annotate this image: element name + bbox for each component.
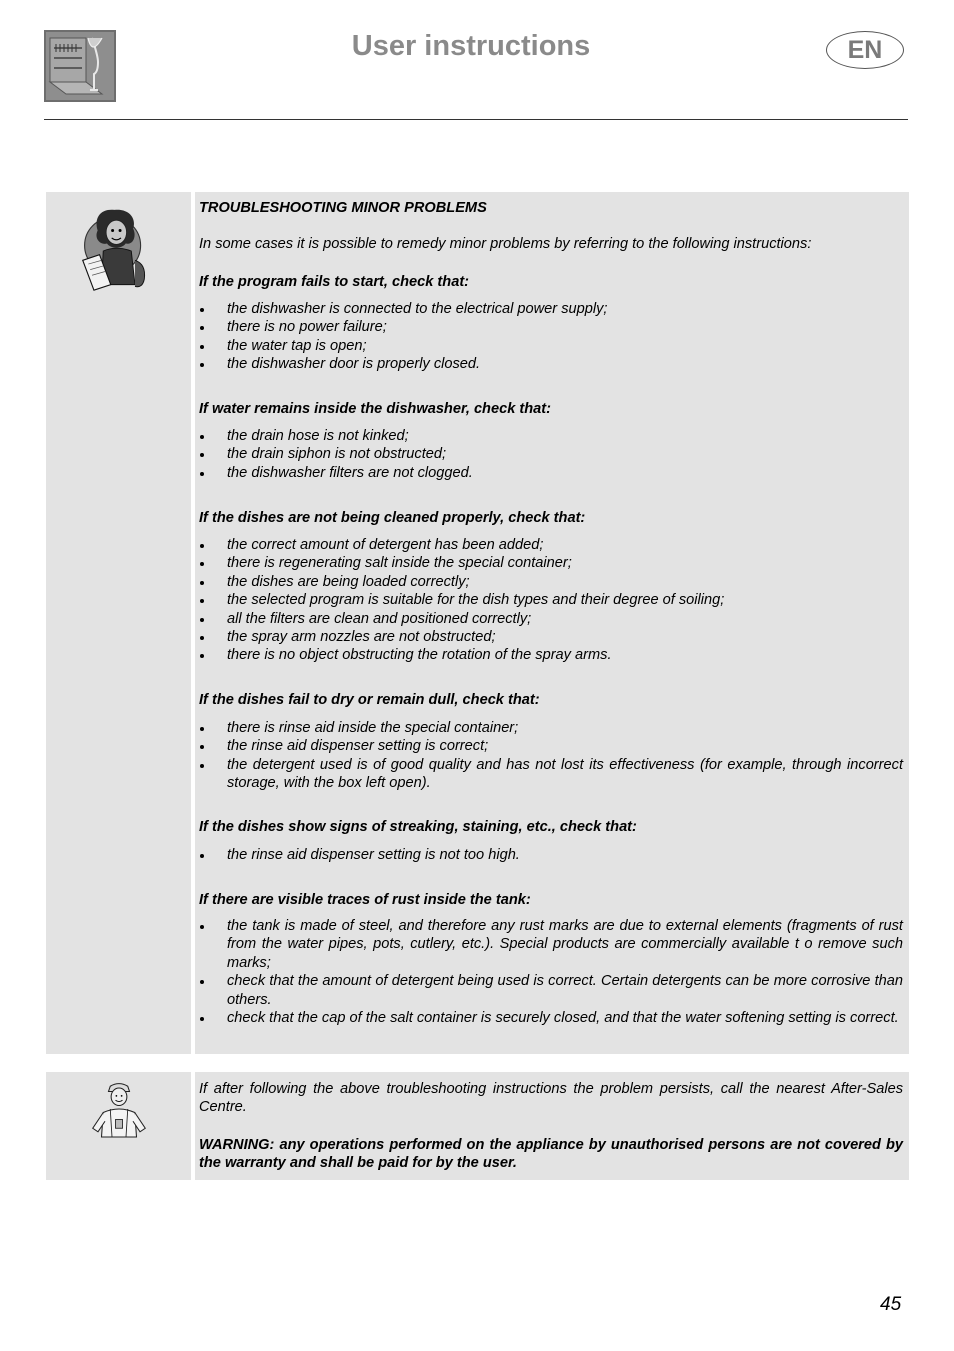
section-list xyxy=(199,719,903,793)
service-sidebar xyxy=(46,1072,191,1180)
page-title: User instructions xyxy=(351,30,591,62)
service-text: If after following the above troubleshooting instructions the problem persists, call the nearest After-Sales Centre. xyxy=(199,1081,903,1116)
troubleshooting-intro: In some cases it is possible to remedy minor problems by referring to the following instructions: xyxy=(199,236,812,252)
section-list xyxy=(199,427,903,482)
section-heading: If the program fails to start, check that: xyxy=(199,274,470,290)
list-item: the rinse aid dispenser setting is correct; xyxy=(199,737,903,755)
list-item: the water tap is open; xyxy=(199,337,903,355)
troubleshooting-sidebar xyxy=(46,192,191,1054)
list-item: there is no power failure; xyxy=(199,318,903,336)
section-heading: If the dishes are not being cleaned properly, check that: xyxy=(199,510,586,526)
warranty-warning: WARNING: any operations performed on the appliance by unauthorised persons are not covered by the warranty and shall be paid for by the user. xyxy=(199,1137,903,1172)
list-item: the drain hose is not kinked; xyxy=(199,427,903,445)
list-item: there is rinse aid inside the special container; xyxy=(199,719,903,737)
list-item: the drain siphon is not obstructed; xyxy=(199,445,903,463)
technician-icon xyxy=(84,1080,154,1152)
header-divider xyxy=(44,119,908,120)
language-badge: EN xyxy=(826,31,904,69)
list-item: the dishwasher filters are not clogged. xyxy=(199,464,903,482)
list-item: check that the amount of detergent being used is correct. Certain detergents can be more corrosive than others. xyxy=(199,972,903,1009)
section-heading: If the dishes fail to dry or remain dull, check that: xyxy=(199,692,540,708)
list-item: all the filters are clean and positioned correctly; xyxy=(199,610,903,628)
list-item: the spray arm nozzles are not obstructed; xyxy=(199,628,903,646)
list-item: the dishwasher door is properly closed. xyxy=(199,355,903,373)
section-heading: If there are visible traces of rust inside the tank: xyxy=(199,892,531,908)
list-item: the selected program is suitable for the dish types and their degree of soiling; xyxy=(199,591,903,609)
section-list xyxy=(199,846,903,864)
woman-reading-manual-icon xyxy=(79,204,163,298)
list-item: the rinse aid dispenser setting is not too high. xyxy=(199,846,903,864)
section-list xyxy=(199,536,903,665)
list-item: the correct amount of detergent has been added; xyxy=(199,536,903,554)
list-item: the tank is made of steel, and therefore any rust marks are due to external elements (fragments of rust from the water pipes, pots, cutlery, etc.). Special products are commercially available t o remove such marks; xyxy=(199,917,903,972)
section-list xyxy=(199,917,903,1027)
troubleshooting-title: TROUBLESHOOTING MINOR PROBLEMS xyxy=(199,200,487,216)
section-heading: If the dishes show signs of streaking, staining, etc., check that: xyxy=(199,819,637,835)
list-item: there is regenerating salt inside the special container; xyxy=(199,554,903,572)
troubleshooting-panel xyxy=(46,192,909,1054)
list-item: check that the cap of the salt container is securely closed, and that the water softening setting is correct. xyxy=(199,1009,903,1027)
section-heading: If water remains inside the dishwasher, check that: xyxy=(199,401,551,417)
list-item: the dishwasher is connected to the electrical power supply; xyxy=(199,300,903,318)
section-list xyxy=(199,300,903,374)
list-item: there is no object obstructing the rotation of the spray arms. xyxy=(199,646,903,664)
page-number: 45 xyxy=(880,1294,902,1315)
list-item: the detergent used is of good quality and has not lost its effectiveness (for example, through incorrect storage, with the box left open). xyxy=(199,756,903,793)
service-panel xyxy=(46,1072,909,1180)
list-item: the dishes are being loaded correctly; xyxy=(199,573,903,591)
